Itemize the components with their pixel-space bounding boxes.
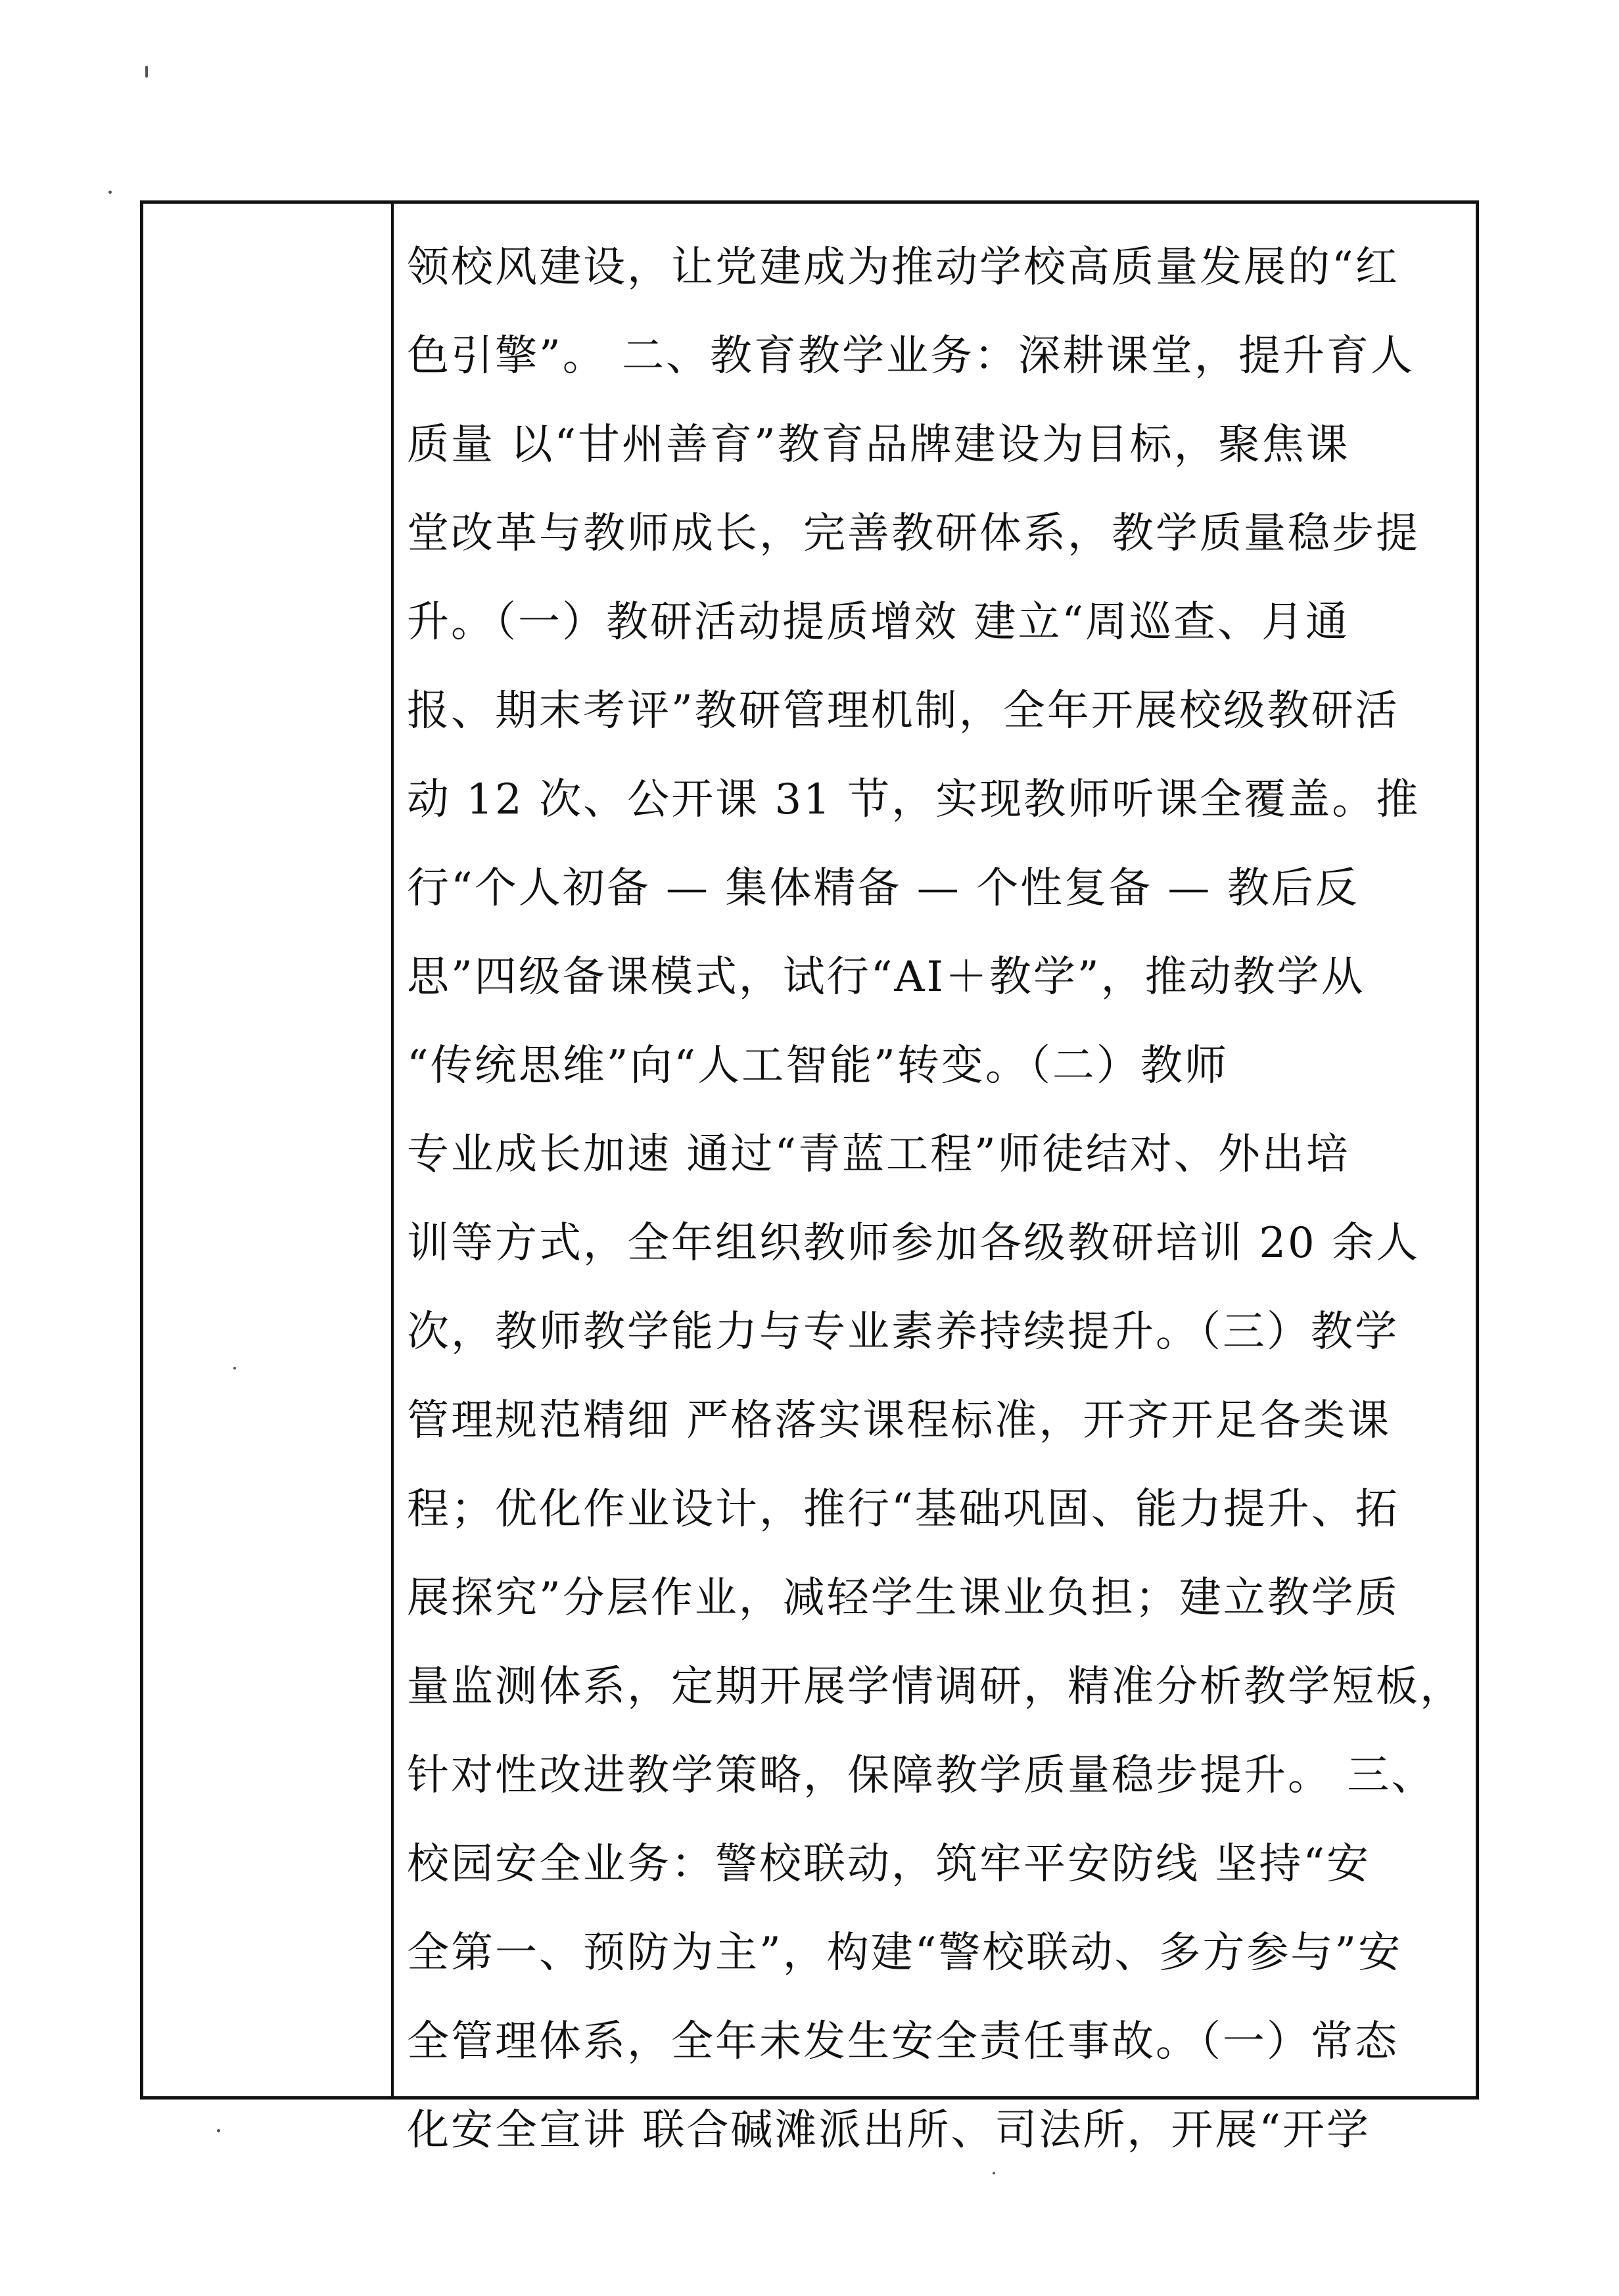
content-line: 展探究”分层作业，减轻学生课业负担；建立教学质 bbox=[407, 1574, 1399, 1622]
content-line: 训等方式，全年组织教师参加各级教研培训 20 余人 bbox=[407, 1219, 1420, 1268]
content-line: 管理规范精细 严格落实课程标准，开齐开足各类课 bbox=[407, 1396, 1392, 1445]
content-line: 量监测体系，定期开展学情调研，精准分析教学短板， bbox=[407, 1663, 1464, 1711]
content-line: 全第一、预防为主”，构建“警校联动、多方参与”安 bbox=[407, 1929, 1403, 1977]
content-cell bbox=[394, 204, 1476, 2155]
content-line: 动 12 次、公开课 31 节，实现教师听课全覆盖。推 bbox=[407, 775, 1420, 824]
document-table bbox=[140, 200, 1479, 2155]
content-line: 次，教师教学能力与专业素养持续提升。（三）教学 bbox=[407, 1308, 1399, 1356]
scan-speck bbox=[217, 2129, 220, 2132]
content-line: 领校风建设，让党建成为推动学校高质量发展的“红 bbox=[407, 243, 1399, 292]
content-line: 报、期末考评”教研管理机制，全年开展校级教研活 bbox=[407, 687, 1399, 735]
content-line: “传统思维”向“人工智能”转变。（二）教师 bbox=[407, 1042, 1229, 1090]
label-cell bbox=[143, 204, 394, 2096]
scan-speck bbox=[108, 191, 112, 194]
content-line: 堂改革与教师成长，完善教研体系，教学质量稳步提 bbox=[407, 509, 1420, 558]
content-line: 色引擎”。 二、教育教学业务：深耕课堂，提升育人 bbox=[407, 332, 1415, 380]
content-line: 化安全宣讲 联合碱滩派出所、司法所，开展“开学 bbox=[407, 2106, 1371, 2155]
scan-speck bbox=[145, 66, 148, 78]
content-line: 全管理体系，全年未发生安全责任事故。（一）常态 bbox=[407, 2017, 1399, 2066]
content-line: 专业成长加速 通过“青蓝工程”师徒结对、外出培 bbox=[407, 1130, 1350, 1179]
content-line: 程；优化作业设计，推行“基础巩固、能力提升、拓 bbox=[407, 1485, 1399, 1534]
content-line: 校园安全业务：警校联动，筑牢平安防线 坚持“安 bbox=[407, 1840, 1371, 1889]
content-line: 思”四级备课模式，试行“AI＋教学”，推动教学从 bbox=[407, 953, 1365, 1001]
content-line: 升。（一）教研活动提质增效 建立“周巡查、月通 bbox=[407, 598, 1350, 647]
content-line: 针对性改进教学策略，保障教学质量稳步提升。 三、 bbox=[407, 1751, 1436, 1800]
content-line: 行“个人初备 — 集体精备 — 个性复备 — 教后反 bbox=[407, 864, 1359, 913]
content-line: 质量 以“甘州善育”教育品牌建设为目标，聚焦课 bbox=[407, 421, 1350, 469]
